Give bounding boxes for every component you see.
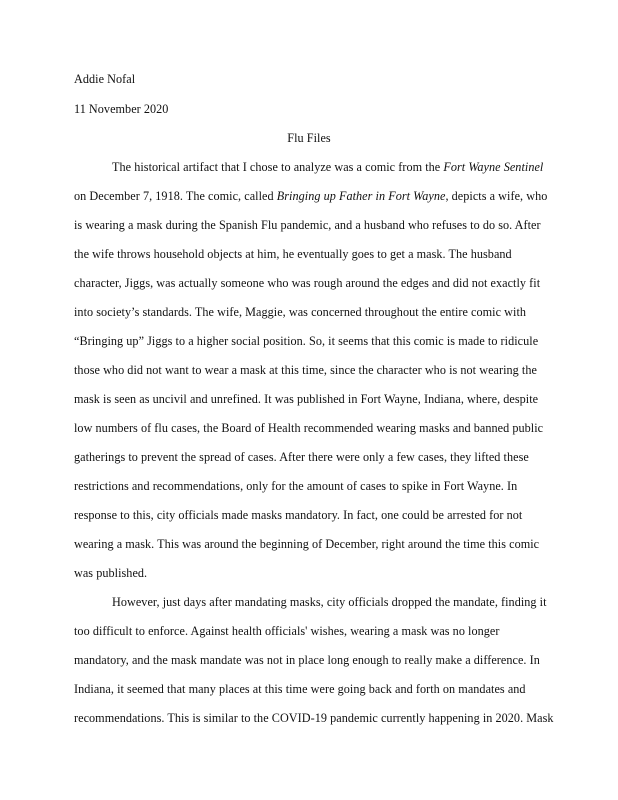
- paragraph-1-line-1: The historical artifact that I chose to analyze was a comic from the Fort Wayne Sentinel: [112, 160, 544, 174]
- text-line: was published.: [74, 566, 148, 580]
- text-line: into society’s standards. The wife, Maggie, was concerned throughout the entire comic with: [74, 305, 527, 319]
- essay-date: 11 November 2020: [74, 102, 169, 116]
- text-line: the wife throws household objects at him, he eventually goes to get a mask. The husband: [74, 247, 512, 261]
- text-line: mask is seen as uncivil and unrefined. It was published in Fort Wayne, Indiana, where, despite: [74, 392, 539, 406]
- text-line: is wearing a mask during the Spanish Flu pandemic, and a husband who refuses to do so. After: [74, 218, 541, 232]
- text-line: “Bringing up” Jiggs to a higher social position. So, it seems that this comic is made to ridicule: [74, 334, 539, 348]
- text-line: wearing a mask. This was around the beginning of December, right around the time this comic: [74, 537, 540, 551]
- author-name: Addie Nofal: [74, 72, 136, 86]
- paragraph-2-line-1: However, just days after mandating masks, city officials dropped the mandate, finding it: [112, 595, 547, 609]
- text-line: Indiana, it seemed that many places at this time were going back and forth on mandates and: [74, 682, 526, 696]
- text-line: response to this, city officials made masks mandatory. In fact, one could be arrested for not: [74, 508, 523, 522]
- text-line: restrictions and recommendations, only for the amount of cases to spike in Fort Wayne. In: [74, 479, 518, 493]
- text-line: recommendations. This is similar to the COVID-19 pandemic currently happening in 2020. Mask: [74, 711, 554, 725]
- comic-title: Bringing up Father in Fort Wayne: [276, 189, 446, 203]
- text-line: gatherings to prevent the spread of cases. After there were only a few cases, they lifted these: [74, 450, 529, 464]
- text-line: too difficult to enforce. Against health officials' wishes, wearing a mask was no longer: [74, 624, 500, 638]
- text-line: those who did not want to wear a mask at this time, since the character who is not wearing the: [74, 363, 537, 377]
- text-line: mandatory, and the mask mandate was not in place long enough to really make a difference. In: [74, 653, 540, 667]
- essay-title: Flu Files: [287, 131, 331, 145]
- paragraph-1-line-2: on December 7, 1918. The comic, called Bringing up Father in Fort Wayne, depicts a wife, who: [74, 189, 548, 203]
- text-line: low numbers of flu cases, the Board of Health recommended wearing masks and banned public: [74, 421, 544, 435]
- text-line: character, Jiggs, was actually someone who was rough around the edges and did not exactly fit: [74, 276, 541, 290]
- source-title: Fort Wayne Sentinel: [443, 160, 544, 174]
